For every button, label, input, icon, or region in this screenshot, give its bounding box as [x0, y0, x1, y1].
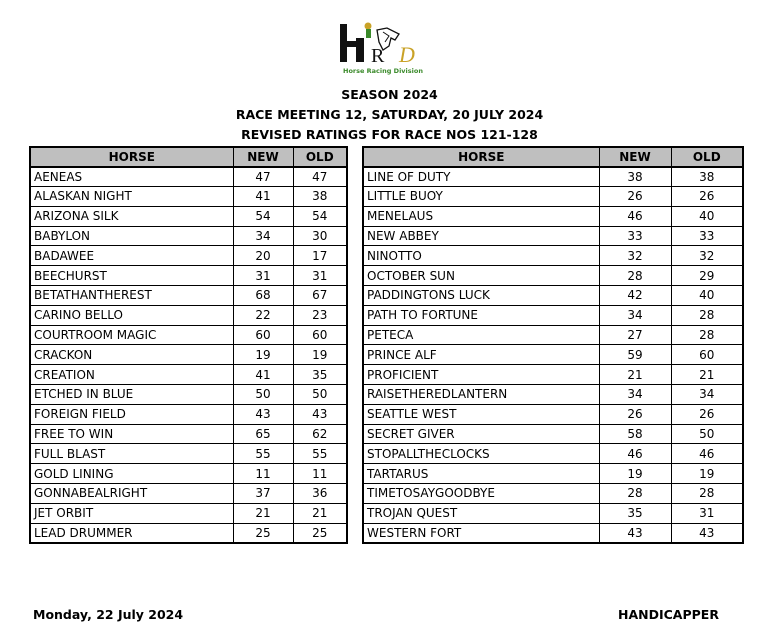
horse-name-cell: TROJAN QUEST	[363, 503, 599, 523]
horse-name-cell: LEAD DRUMMER	[30, 523, 233, 543]
horse-name-cell: LINE OF DUTY	[363, 167, 599, 187]
horse-name-cell: PRINCE ALF	[363, 345, 599, 365]
table-row	[363, 385, 743, 405]
column-header-new: NEW	[233, 147, 293, 167]
new-rating-cell: 34	[233, 226, 293, 246]
old-rating-cell: 60	[293, 325, 347, 345]
table-row	[30, 404, 347, 424]
table-row	[30, 523, 347, 543]
horse-name-cell: ALASKAN NIGHT	[30, 187, 233, 207]
logo-caption: Horse Racing Division	[343, 67, 423, 75]
old-rating-cell: 50	[293, 385, 347, 405]
horse-name-cell: BETATHANTHEREST	[30, 286, 233, 306]
old-rating-cell: 34	[671, 385, 743, 405]
new-rating-cell: 34	[599, 385, 671, 405]
svg-text:R: R	[371, 45, 385, 67]
new-rating-cell: 19	[599, 464, 671, 484]
horse-name-cell: BABYLON	[30, 226, 233, 246]
new-rating-cell: 21	[599, 365, 671, 385]
horse-name-cell: LITTLE BUOY	[363, 187, 599, 207]
table-row	[363, 345, 743, 365]
table-row	[363, 206, 743, 226]
table-row	[363, 424, 743, 444]
table-row	[363, 444, 743, 464]
old-rating-cell: 54	[293, 206, 347, 226]
horse-name-cell: CARINO BELLO	[30, 305, 233, 325]
old-rating-cell: 26	[671, 404, 743, 424]
ratings-subtitle: REVISED RATINGS FOR RACE NOS 121-128	[241, 127, 538, 142]
hrd-logo	[333, 20, 433, 82]
new-rating-cell: 34	[599, 305, 671, 325]
horse-name-cell: ARIZONA SILK	[30, 206, 233, 226]
table-row	[30, 167, 347, 187]
table-row	[30, 246, 347, 266]
old-rating-cell: 17	[293, 246, 347, 266]
table-row	[363, 404, 743, 424]
horse-name-cell: TIMETOSAYGOODBYE	[363, 484, 599, 504]
horse-name-cell: SEATTLE WEST	[363, 404, 599, 424]
table-row	[30, 484, 347, 504]
new-rating-cell: 33	[599, 226, 671, 246]
old-rating-cell: 31	[293, 266, 347, 286]
table-row	[30, 325, 347, 345]
horse-name-cell: OCTOBER SUN	[363, 266, 599, 286]
table-header-row	[363, 147, 743, 167]
table-row	[30, 444, 347, 464]
new-rating-cell: 60	[233, 325, 293, 345]
old-rating-cell: 47	[293, 167, 347, 187]
old-rating-cell: 38	[671, 167, 743, 187]
horse-name-cell: JET ORBIT	[30, 503, 233, 523]
table-row	[363, 325, 743, 345]
table-header-row	[30, 147, 347, 167]
new-rating-cell: 50	[233, 385, 293, 405]
horse-name-cell: RAISETHEREDLANTERN	[363, 385, 599, 405]
table-row	[30, 503, 347, 523]
new-rating-cell: 28	[599, 266, 671, 286]
old-rating-cell: 25	[293, 523, 347, 543]
new-rating-cell: 41	[233, 187, 293, 207]
table-row	[30, 286, 347, 306]
horse-name-cell: FOREIGN FIELD	[30, 404, 233, 424]
new-rating-cell: 28	[599, 484, 671, 504]
column-header-horse: HORSE	[363, 147, 599, 167]
horse-name-cell: WESTERN FORT	[363, 523, 599, 543]
column-header-horse: HORSE	[30, 147, 233, 167]
new-rating-cell: 65	[233, 424, 293, 444]
horse-name-cell: ETCHED IN BLUE	[30, 385, 233, 405]
table-row	[30, 345, 347, 365]
table-row	[30, 385, 347, 405]
new-rating-cell: 46	[599, 206, 671, 226]
table-row	[363, 484, 743, 504]
new-rating-cell: 26	[599, 404, 671, 424]
meeting-title: RACE MEETING 12, SATURDAY, 20 JULY 2024	[235, 107, 544, 122]
footer-date: Monday, 22 July 2024	[33, 607, 184, 622]
table-row	[363, 503, 743, 523]
new-rating-cell: 54	[233, 206, 293, 226]
horse-name-cell: BEECHURST	[30, 266, 233, 286]
table-row	[363, 365, 743, 385]
footer-signature: HANDICAPPER	[618, 607, 719, 622]
old-rating-cell: 19	[671, 464, 743, 484]
old-rating-cell: 46	[671, 444, 743, 464]
table-row	[363, 464, 743, 484]
old-rating-cell: 28	[671, 305, 743, 325]
horse-name-cell: FULL BLAST	[30, 444, 233, 464]
horse-name-cell: GONNABEALRIGHT	[30, 484, 233, 504]
table-row	[30, 424, 347, 444]
old-rating-cell: 32	[671, 246, 743, 266]
horse-name-cell: NINOTTO	[363, 246, 599, 266]
old-rating-cell: 62	[293, 424, 347, 444]
new-rating-cell: 32	[599, 246, 671, 266]
horse-name-cell: AENEAS	[30, 167, 233, 187]
horse-name-cell: TARTARUS	[363, 464, 599, 484]
horse-name-cell: MENELAUS	[363, 206, 599, 226]
table-row	[30, 266, 347, 286]
old-rating-cell: 40	[671, 206, 743, 226]
old-rating-cell: 30	[293, 226, 347, 246]
svg-text:D: D	[399, 42, 415, 67]
old-rating-cell: 55	[293, 444, 347, 464]
old-rating-cell: 67	[293, 286, 347, 306]
table-row	[363, 266, 743, 286]
table-row	[30, 464, 347, 484]
new-rating-cell: 42	[599, 286, 671, 306]
old-rating-cell: 60	[671, 345, 743, 365]
table-row	[30, 206, 347, 226]
old-rating-cell: 43	[671, 523, 743, 543]
new-rating-cell: 27	[599, 325, 671, 345]
ratings-table-left	[29, 146, 348, 544]
new-rating-cell: 37	[233, 484, 293, 504]
table-row	[30, 226, 347, 246]
ratings-table-right	[362, 146, 744, 544]
old-rating-cell: 21	[671, 365, 743, 385]
table-row	[363, 523, 743, 543]
new-rating-cell: 26	[599, 187, 671, 207]
old-rating-cell: 36	[293, 484, 347, 504]
horse-name-cell: SECRET GIVER	[363, 424, 599, 444]
horse-name-cell: PROFICIENT	[363, 365, 599, 385]
column-header-old: OLD	[671, 147, 743, 167]
table-row	[363, 226, 743, 246]
horse-name-cell: PETECA	[363, 325, 599, 345]
old-rating-cell: 21	[293, 503, 347, 523]
column-header-new: NEW	[599, 147, 671, 167]
new-rating-cell: 19	[233, 345, 293, 365]
new-rating-cell: 47	[233, 167, 293, 187]
old-rating-cell: 31	[671, 503, 743, 523]
new-rating-cell: 55	[233, 444, 293, 464]
old-rating-cell: 28	[671, 325, 743, 345]
old-rating-cell: 40	[671, 286, 743, 306]
horse-logo-icon	[333, 20, 433, 68]
horse-name-cell: PADDINGTONS LUCK	[363, 286, 599, 306]
new-rating-cell: 68	[233, 286, 293, 306]
table-row	[363, 305, 743, 325]
new-rating-cell: 20	[233, 246, 293, 266]
old-rating-cell: 50	[671, 424, 743, 444]
old-rating-cell: 23	[293, 305, 347, 325]
horse-name-cell: CRACKON	[30, 345, 233, 365]
new-rating-cell: 58	[599, 424, 671, 444]
new-rating-cell: 11	[233, 464, 293, 484]
horse-name-cell: NEW ABBEY	[363, 226, 599, 246]
horse-name-cell: BADAWEE	[30, 246, 233, 266]
table-row	[363, 167, 743, 187]
table-row	[363, 286, 743, 306]
old-rating-cell: 35	[293, 365, 347, 385]
old-rating-cell: 11	[293, 464, 347, 484]
horse-name-cell: STOPALLTHECLOCKS	[363, 444, 599, 464]
new-rating-cell: 22	[233, 305, 293, 325]
old-rating-cell: 33	[671, 226, 743, 246]
horse-name-cell: GOLD LINING	[30, 464, 233, 484]
new-rating-cell: 25	[233, 523, 293, 543]
old-rating-cell: 38	[293, 187, 347, 207]
horse-name-cell: FREE TO WIN	[30, 424, 233, 444]
horse-name-cell: CREATION	[30, 365, 233, 385]
table-row	[363, 187, 743, 207]
new-rating-cell: 43	[233, 404, 293, 424]
new-rating-cell: 21	[233, 503, 293, 523]
new-rating-cell: 31	[233, 266, 293, 286]
table-row	[363, 246, 743, 266]
table-row	[30, 365, 347, 385]
old-rating-cell: 29	[671, 266, 743, 286]
season-title: SEASON 2024	[341, 87, 438, 102]
old-rating-cell: 19	[293, 345, 347, 365]
old-rating-cell: 26	[671, 187, 743, 207]
new-rating-cell: 38	[599, 167, 671, 187]
table-row	[30, 305, 347, 325]
old-rating-cell: 28	[671, 484, 743, 504]
new-rating-cell: 41	[233, 365, 293, 385]
old-rating-cell: 43	[293, 404, 347, 424]
horse-name-cell: COURTROOM MAGIC	[30, 325, 233, 345]
new-rating-cell: 46	[599, 444, 671, 464]
new-rating-cell: 35	[599, 503, 671, 523]
new-rating-cell: 43	[599, 523, 671, 543]
horse-name-cell: PATH TO FORTUNE	[363, 305, 599, 325]
new-rating-cell: 59	[599, 345, 671, 365]
table-row	[30, 187, 347, 207]
column-header-old: OLD	[293, 147, 347, 167]
